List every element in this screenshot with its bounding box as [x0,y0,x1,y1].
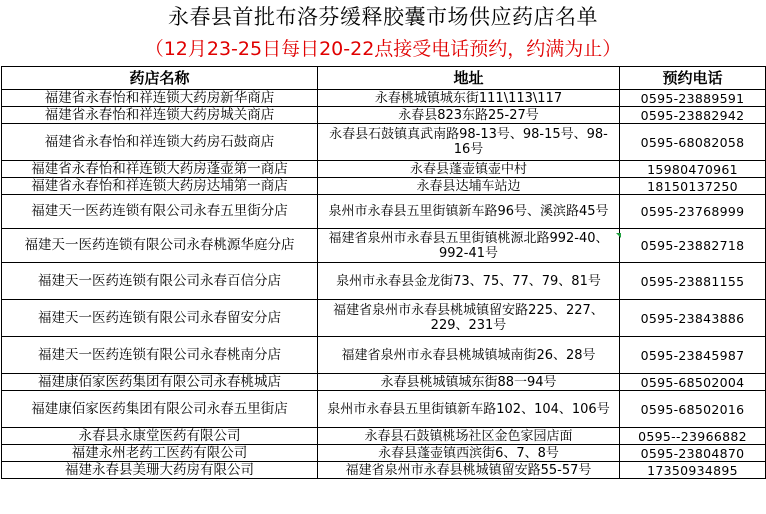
address-cell[interactable]: 永春县蓬壶镇西滨街6、7、8号 [318,445,620,462]
phone-cell[interactable]: 0595-68502004 [620,374,766,391]
table-row [2,124,766,161]
store-name-cell[interactable]: 福建康佰家医药集团有限公司永春桃城店 [2,374,318,391]
store-name-cell[interactable]: 福建省永春怡和祥连锁大药房达埔第一商店 [2,178,318,195]
phone-cell[interactable]: 0595-23843886 [620,300,766,337]
phone-cell[interactable]: 0595-23882718 [620,229,766,263]
table-row [2,337,766,374]
store-name-cell[interactable]: 福建省永春怡和祥连锁大药房蓬壶第一商店 [2,161,318,178]
table-row [2,161,766,178]
address-cell[interactable]: 泉州市永春县五里街镇新车路102、104、106号 [318,391,620,428]
phone-cell[interactable]: 17350934895 [620,462,766,479]
page-title: 永春县首批布洛芬缓释胶囊市场供应药店名单 [168,5,598,29]
address-cell[interactable]: 泉州市永春县五里街镇新车路96号、溪滨路45号 [318,195,620,229]
address-cell[interactable]: 福建省泉州市永春县桃城镇城南街26、28号 [318,337,620,374]
store-name-cell[interactable]: 福建天一医药连锁有限公司永春百信分店 [2,263,318,300]
store-name-cell[interactable]: 福建天一医药连锁有限公司永春桃源华庭分店 [2,229,318,263]
phone-cell[interactable]: 0595-23768999 [620,195,766,229]
phone-cell[interactable]: 0595-23881155 [620,263,766,300]
address-cell[interactable]: 永春县石鼓镇桃场社区金色家园店面 [318,428,620,445]
table-row [2,462,766,479]
table-row [2,107,766,124]
table-row [2,195,766,229]
table-row [2,178,766,195]
address-cell[interactable]: 泉州市永春县金龙街73、75、77、79、81号 [318,263,620,300]
phone-cell[interactable]: 18150137250 [620,178,766,195]
store-name-cell[interactable]: 福建省永春怡和祥连锁大药房新华商店 [2,90,318,107]
phone-cell[interactable]: 0595-68502016 [620,391,766,428]
table-row [2,428,766,445]
address-cell[interactable]: 永春桃城镇城东街111\113\117 [318,90,620,107]
store-name-cell[interactable]: 福建康佰家医药集团有限公司永春五里街店 [2,391,318,428]
address-cell[interactable]: 永春县石鼓镇真武南路98-13号、98-15号、98-16号 [318,124,620,161]
store-name-cell[interactable]: 永春县永康堂医药有限公司 [2,428,318,445]
address-cell[interactable]: 永春县823东路25-27号 [318,107,620,124]
phone-cell[interactable]: 0595-68082058 [620,124,766,161]
page-subtitle: （12月23-25日每日20-22点接受电话预约，约满为止） [144,38,622,60]
phone-cell[interactable]: 0595--23966882 [620,428,766,445]
pharmacy-table [1,66,766,479]
column-header-address: 地址 [318,67,620,90]
cell-comment-marker [616,233,621,238]
phone-cell[interactable]: 15980470961 [620,161,766,178]
address-cell[interactable]: 永春县蓬壶镇壶中村 [318,161,620,178]
column-header-name: 药店名称 [2,67,318,90]
store-name-cell[interactable]: 福建天一医药连锁有限公司永春五里街分店 [2,195,318,229]
table-row [2,391,766,428]
phone-cell[interactable]: 0595-23882942 [620,107,766,124]
store-name-cell[interactable]: 福建天一医药连锁有限公司永春留安分店 [2,300,318,337]
table-row [2,374,766,391]
phone-cell[interactable]: 0595-23804870 [620,445,766,462]
table-row [2,300,766,337]
table-row [2,263,766,300]
address-cell[interactable]: 福建省泉州市永春县五里街镇桃源北路992-40、992-41号 [318,229,620,263]
store-name-cell[interactable]: 福建永州老药工医药有限公司 [2,445,318,462]
column-header-phone: 预约电话 [620,67,766,90]
address-cell[interactable]: 永春县达埔车站边 [318,178,620,195]
table-row [2,90,766,107]
address-cell[interactable]: 福建省泉州市永春县桃城镇留安路55-57号 [318,462,620,479]
table-row [2,229,766,263]
table-row [2,445,766,462]
address-cell[interactable]: 福建省泉州市永春县桃城镇留安路225、227、229、231号 [318,300,620,337]
store-name-cell[interactable]: 福建天一医药连锁有限公司永春桃南分店 [2,337,318,374]
store-name-cell[interactable]: 福建省永春怡和祥连锁大药房城关商店 [2,107,318,124]
phone-cell[interactable]: 0595-23889591 [620,90,766,107]
address-cell[interactable]: 永春县桃城镇城东街88一94号 [318,374,620,391]
store-name-cell[interactable]: 福建永春县美珊大药房有限公司 [2,462,318,479]
phone-cell[interactable]: 0595-23845987 [620,337,766,374]
table-header-row [2,67,766,90]
store-name-cell[interactable]: 福建省永春怡和祥连锁大药房石鼓商店 [2,124,318,161]
